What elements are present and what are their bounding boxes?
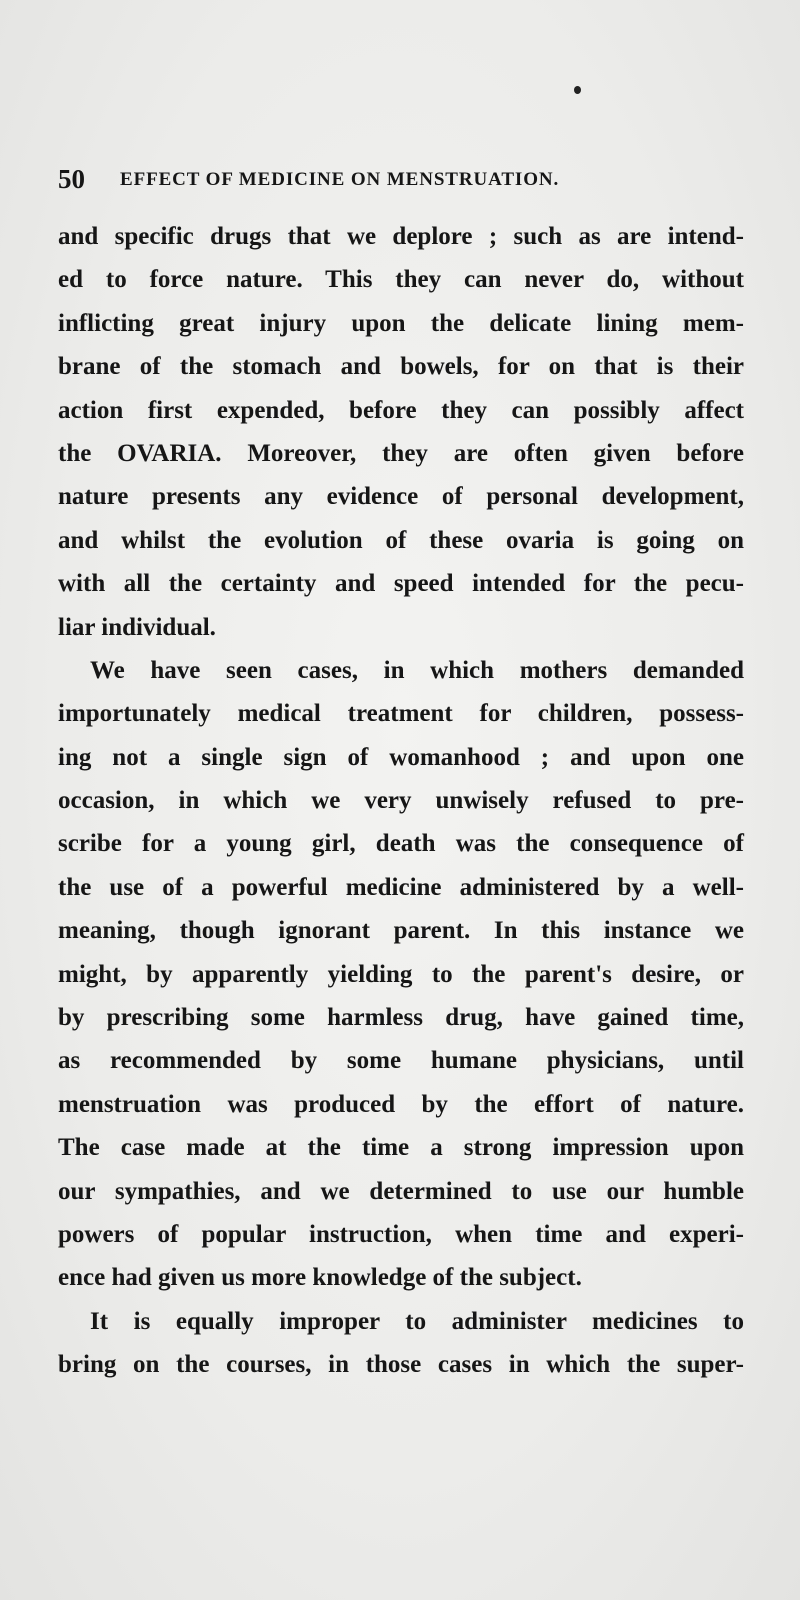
text-line: powers of popular instruction, when time and experi-	[58, 1220, 744, 1248]
text-line: meaning, though ignorant parent. In this instance we	[58, 917, 744, 945]
text-line: and whilst the evolution of these ovaria is going on	[58, 526, 744, 554]
text-line: ed to force nature. This they can never do, without	[58, 266, 744, 294]
running-title: EFFECT OF MEDICINE ON MENSTRUATION.	[120, 169, 560, 190]
text-line: occasion, in which we very unwisely refused to pre-	[58, 787, 744, 815]
text-line: The case made at the time a strong impression upon	[58, 1134, 744, 1162]
ink-speck	[574, 86, 581, 94]
text-line: and specific drugs that we deplore ; such as are intend-	[58, 223, 744, 250]
text-line: our sympathies, and we determined to use our humble	[58, 1177, 744, 1205]
running-head	[58, 164, 758, 194]
body-text	[58, 215, 744, 1387]
text-line: importunately medical treatment for children, possess-	[58, 700, 744, 728]
text-line: menstruation was produced by the effort of nature.	[58, 1090, 744, 1118]
text-line: scribe for a young girl, death was the consequence of	[58, 830, 744, 858]
text-line: as recommended by some humane physicians, until	[58, 1047, 744, 1075]
text-line: inflicting great injury upon the delicate lining mem-	[58, 309, 744, 337]
text-line: might, by apparently yielding to the parent's desire, or	[58, 960, 744, 988]
text-line: with all the certainty and speed intended for the pecu-	[58, 570, 744, 598]
text-line: It is equally improper to administer medicines to	[90, 1307, 744, 1335]
text-line: bring on the courses, in those cases in which the super-	[58, 1351, 744, 1379]
text-line: ing not a single sign of womanhood ; and upon one	[58, 743, 744, 771]
text-line: the use of a powerful medicine administered by a well-	[58, 873, 744, 901]
text-line: We have seen cases, in which mothers demanded	[90, 656, 744, 684]
text-line: liar individual.	[58, 613, 216, 641]
text-line: by prescribing some harmless drug, have gained time,	[58, 1004, 744, 1032]
text-line: action first expended, before they can possibly affect	[58, 396, 744, 424]
text-line: nature presents any evidence of personal development,	[58, 483, 744, 511]
text-line: the OVARIA. Moreover, they are often given before	[58, 439, 744, 467]
text-line: brane of the stomach and bowels, for on that is their	[58, 353, 744, 381]
text-line: ence had given us more knowledge of the subject.	[58, 1264, 582, 1292]
page-number: 50	[58, 164, 85, 194]
